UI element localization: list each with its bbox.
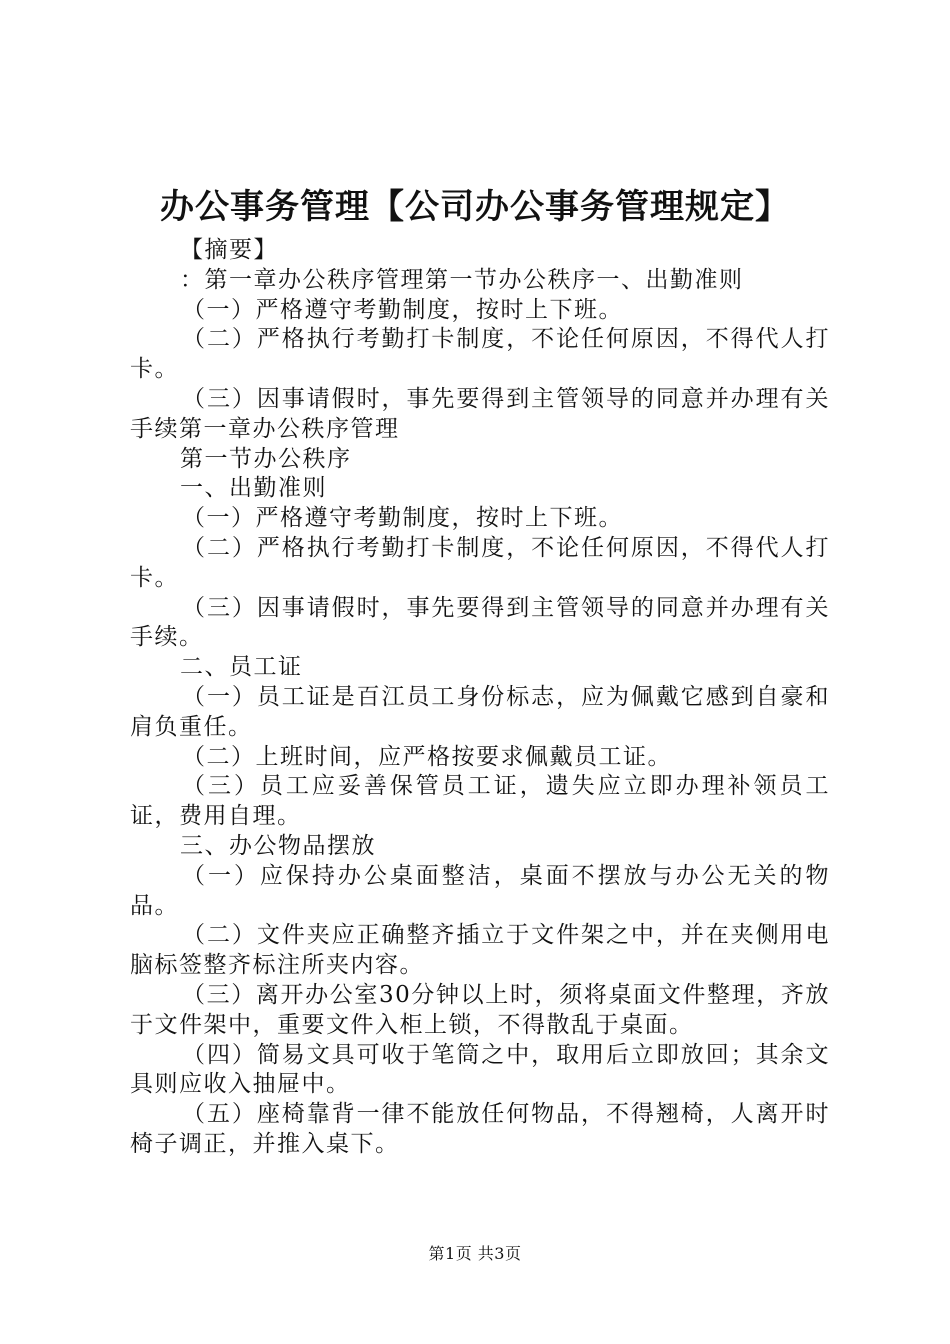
- paragraph: （四）简易文具可收于笔筒之中，取用后立即放回；其余文具则应收入抽屉中。: [130, 1041, 830, 1098]
- document-body: [130, 236, 830, 1160]
- paragraph: （三）因事请假时，事先要得到主管领导的同意并办理有关手续。: [130, 594, 830, 651]
- paragraph: （三）因事请假时，事先要得到主管领导的同意并办理有关手续第一章办公秩序管理: [130, 385, 830, 442]
- page-footer: 第1页 共3页: [428, 1244, 522, 1263]
- paragraph: （五）座椅靠背一律不能放任何物品，不得翘椅，人离开时椅子调正，并推入桌下。: [130, 1101, 830, 1157]
- abstract-summary: ：第一章办公秩序管理第一节办公秩序一、出勤准则: [180, 266, 744, 293]
- paragraph: （二）严格执行考勤打卡制度，不论任何原因，不得代人打卡。: [130, 326, 830, 383]
- paragraph: （三）离开办公室30分钟以上时，须将桌面文件整理，齐放于文件架中，重要文件入柜上锁，不得散乱于桌面。: [130, 981, 830, 1038]
- paragraph: （二）文件夹应正确整齐插立于文件架之中，并在夹侧用电脑标签整齐标注所夹内容。: [130, 922, 830, 979]
- document-title: 办公事务管理【公司办公事务管理规定】: [160, 187, 790, 227]
- paragraph: （三）员工应妥善保管员工证，遗失应立即办理补领员工证，费用自理。: [130, 773, 830, 830]
- paragraph: （一）应保持办公桌面整洁，桌面不摆放与办公无关的物品。: [130, 862, 830, 919]
- paragraph: （二）上班时间，应严格按要求佩戴员工证。: [182, 743, 672, 770]
- paragraph: （一）严格遵守考勤制度，按时上下班。: [182, 296, 623, 323]
- paragraph: （一）严格遵守考勤制度，按时上下班。: [182, 505, 623, 532]
- section-heading: 一、出勤准则: [180, 475, 327, 502]
- section-heading: 三、办公物品摆放: [180, 832, 376, 859]
- abstract-heading: 【摘要】: [180, 237, 278, 263]
- paragraph: （一）员工证是百江员工身份标志，应为佩戴它感到自豪和肩负重任。: [130, 683, 830, 740]
- section-heading: 二、员工证: [180, 654, 303, 681]
- section-heading: 第一节办公秩序: [180, 445, 352, 472]
- paragraph: （二）严格执行考勤打卡制度，不论任何原因，不得代人打卡。: [130, 534, 830, 591]
